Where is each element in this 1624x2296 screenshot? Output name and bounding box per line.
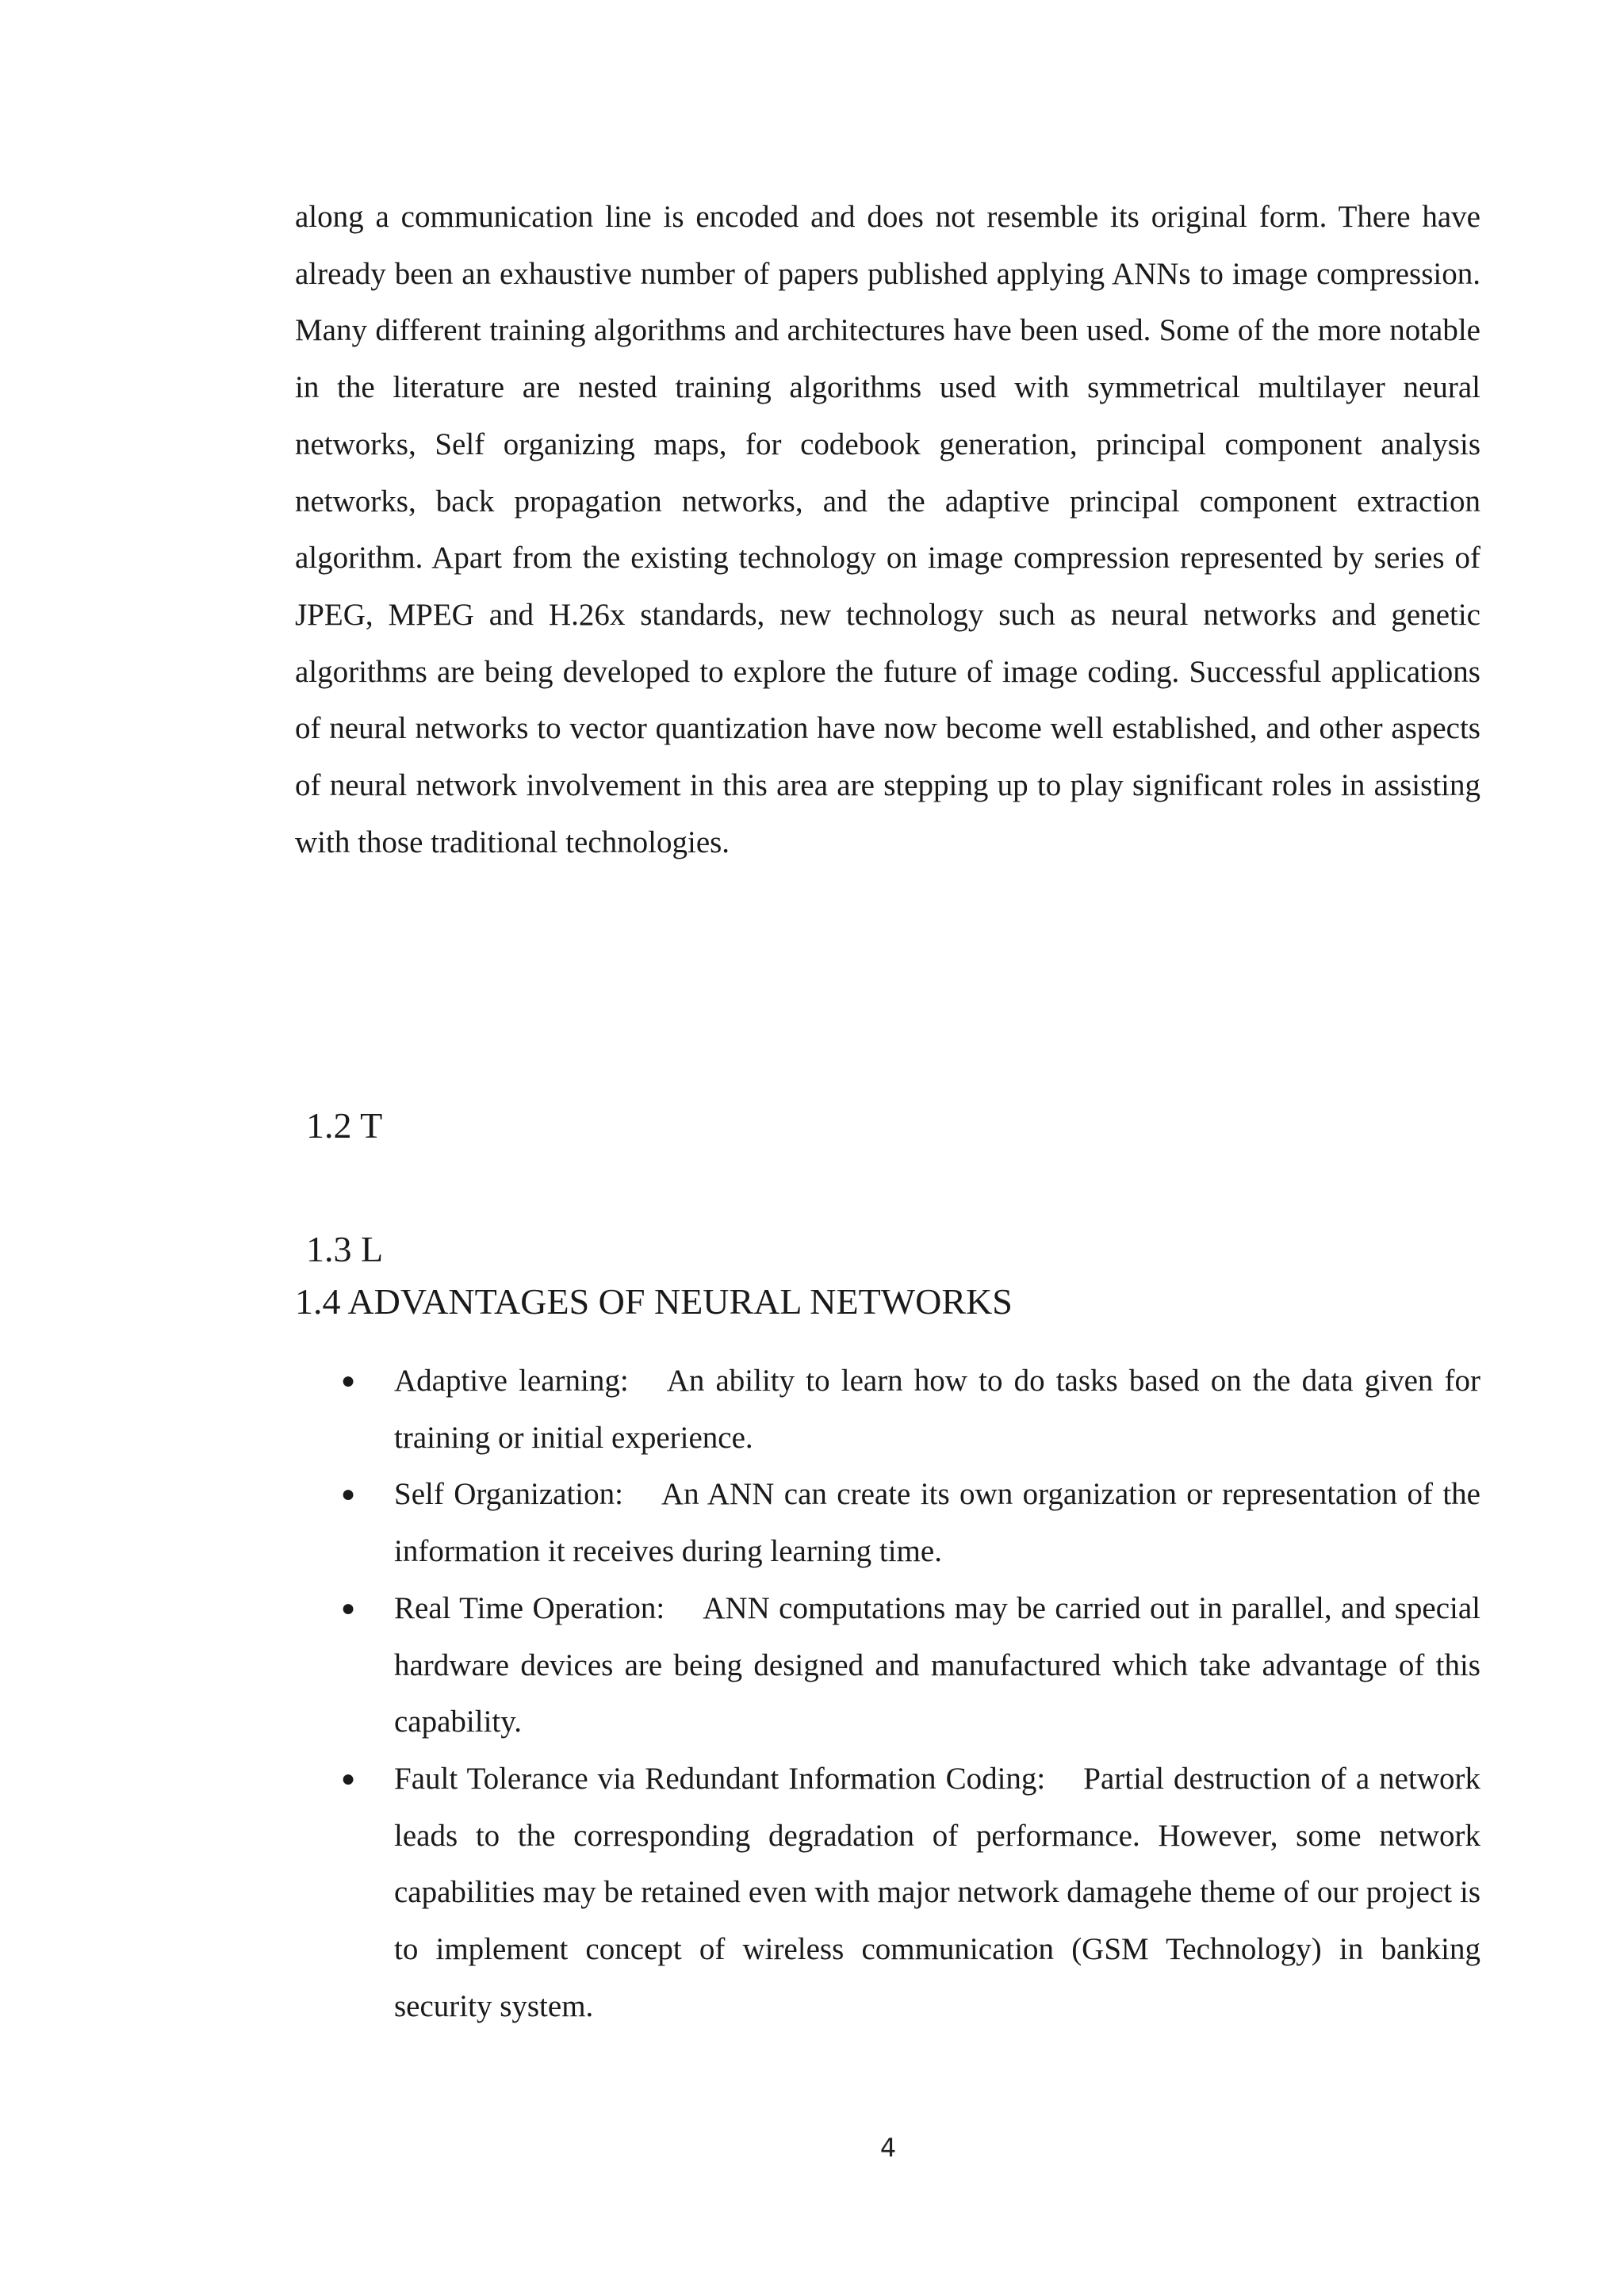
advantage-text: An ability to learn how to do tasks based on the data given for training or initial experience. xyxy=(394,1364,1480,1455)
bullet-icon: ● xyxy=(341,1368,356,1394)
advantage-term: Self Organization: xyxy=(394,1477,623,1512)
bullet-icon: ● xyxy=(341,1594,356,1621)
advantage-item xyxy=(295,1466,1480,1579)
intro-paragraph: along a communication line is encoded and does not resemble its original form. There have already been an exhaustive number of papers published applying ANNs to image compression. Many different training algorithms and architectures have been used. Some of the more notable in the literature are nested training algorithms used with symmetrical multilayer neural networks, Self organizing maps, for codebook generation, principal component analysis networks, back propagation networks, and the adaptive principal component extraction algorithm. Apart from the existing technology on image compression represented by series of JPEG, MPEG and H.26x standards, new technology such as neural networks and genetic algorithms are being developed to explore the future of image coding. Successful applications of neural networks to vector quantization have now become well established, and other aspects of neural network involvement in this area are stepping up to play significant roles in assisting with those traditional technologies. xyxy=(295,200,1480,859)
heading-1-4: 1.4 ADVANTAGES OF NEURAL NETWORKS xyxy=(295,1281,1013,1322)
page-number: 4 xyxy=(879,2133,897,2163)
advantage-text: An ANN can create its own organization or representation of the information it receives during learning time. xyxy=(394,1477,1480,1569)
bullet-icon: ● xyxy=(341,1765,356,1792)
advantage-item xyxy=(295,1353,1480,1466)
advantage-term: Adaptive learning: xyxy=(394,1364,629,1398)
heading-1-2: 1.2 T xyxy=(306,1105,383,1146)
advantage-text: ANN computations may be carried out in parallel, and special hardware devices are being designed and manufactured which take advantage of this capability. xyxy=(394,1590,1480,1739)
advantages-list xyxy=(295,1353,1480,2034)
advantage-item xyxy=(295,1580,1480,1751)
advantage-term: Real Time Operation: xyxy=(394,1590,665,1625)
bullet-icon: ● xyxy=(341,1481,356,1508)
advantage-item xyxy=(295,1751,1480,2035)
advantage-text: Partial destruction of a network leads to the corresponding degradation of performance. However, some network capabilities may be retained even with major network damagehe theme of our project is to implement concept of wireless communication (GSM Technology) in banking security system. xyxy=(394,1761,1480,2023)
advantage-term: Fault Tolerance via Redundant Information Coding: xyxy=(394,1761,1046,1796)
heading-1-3: 1.3 L xyxy=(306,1229,384,1269)
